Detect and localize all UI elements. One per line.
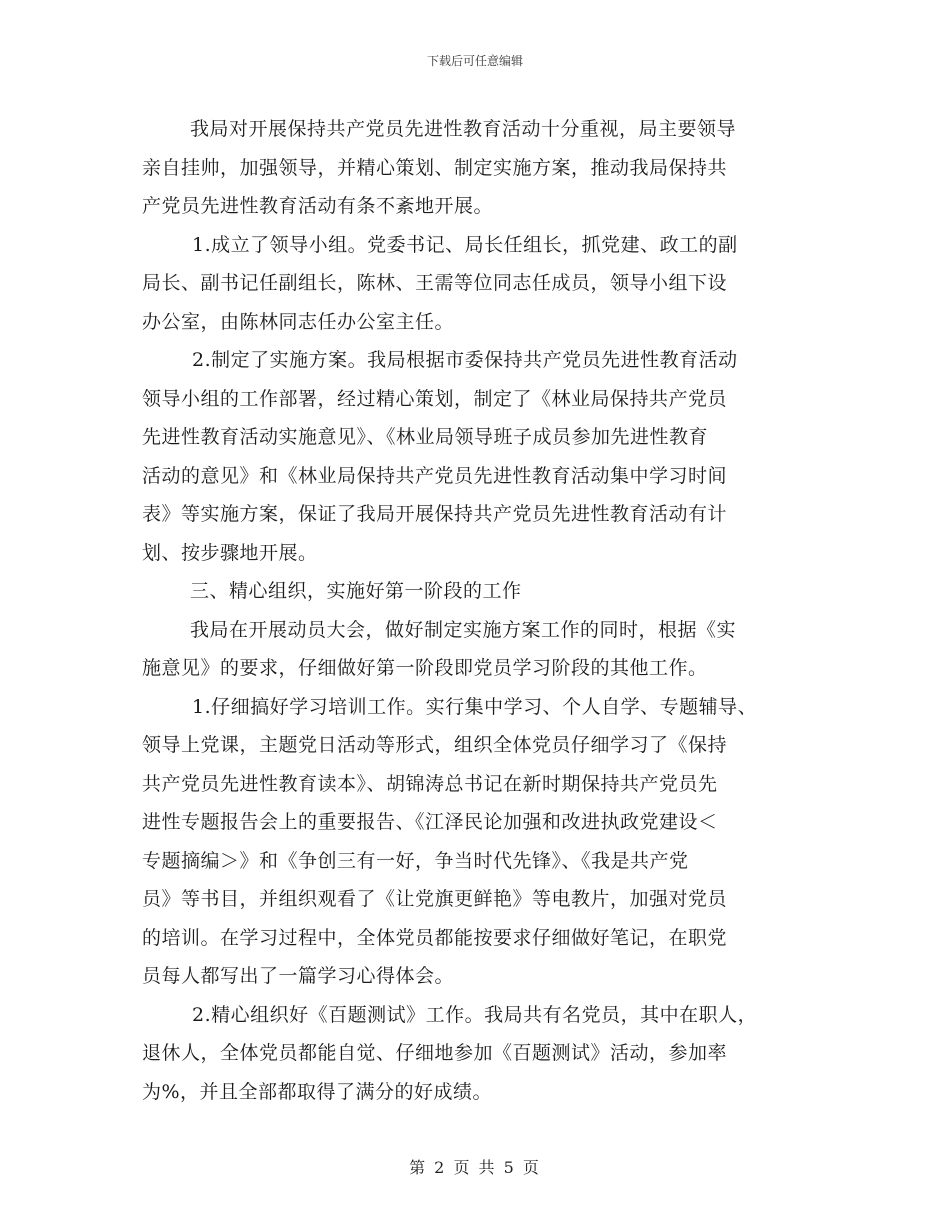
paragraph-line: 专题摘编＞》和《争创三有一好，争当时代先锋》、《我是共产党 bbox=[142, 849, 689, 872]
paragraph-line: 1.成立了领导小组。党委书记、局长任组长，抓党建、政工的副 bbox=[192, 233, 738, 256]
paragraph-line: 表》等实施方案，保证了我局开展保持共产党员先进性教育活动有计 bbox=[142, 503, 728, 525]
paragraph-line: 施意见》的要求，仔细做好第一阶段即党员学习阶段的其他工作。 bbox=[142, 657, 708, 679]
section-heading: 三、精心组织，实施好第一阶段的工作 bbox=[190, 580, 522, 602]
paragraph-line: 1.仔细搞好学习培训工作。实行集中学习、个人自学、专题辅导、 bbox=[192, 695, 758, 718]
page-footer: 第 2 页 共 5 页 bbox=[409, 1158, 541, 1177]
paragraph-line: 员》等书目，并组织观看了《让党旗更鲜艳》等电教片，加强对党员 bbox=[142, 888, 728, 910]
paragraph-line: 产党员先进性教育活动有条不紊地开展。 bbox=[142, 195, 494, 217]
paragraph-line: 我局对开展保持共产党员先进性教育活动十分重视，局主要领导 bbox=[190, 118, 737, 140]
paragraph-line: 局长、副书记任副组长，陈林、王需等位同志任成员，领导小组下设 bbox=[142, 272, 728, 294]
paragraph-line: 退休人，全体党员都能自觉、仔细地参加《百题测试》活动，参加率 bbox=[142, 1042, 728, 1064]
paragraph-line: 先进性教育活动实施意见》、《林业局领导班子成员参加先进性教育 bbox=[142, 426, 709, 448]
paragraph-line: 共产党员先进性教育读本》、胡锦涛总书记在新时期保持共产党员先 bbox=[142, 772, 718, 795]
paragraph-line: 领导上党课，主题党日活动等形式，组织全体党员仔细学习了《保持 bbox=[142, 734, 728, 756]
paragraph-line: 的培训。在学习过程中，全体党员都能按要求仔细做好笔记，在职党 bbox=[142, 926, 728, 949]
paragraph-line: 员每人都写出了一篇学习心得体会。 bbox=[142, 965, 455, 987]
paragraph-line: 领导小组的工作部署，经过精心策划，制定了《林业局保持共产党员 bbox=[142, 387, 728, 410]
paragraph-line: 亲自挂帅，加强领导，并精心策划、制定实施方案，推动我局保持共 bbox=[142, 156, 728, 179]
paragraph-line: 活动的意见》和《林业局保持共产党员先进性教育活动集中学习时间 bbox=[142, 464, 728, 487]
page-header: 下载后可任意编辑 bbox=[426, 54, 523, 68]
paragraph-line: 2.制定了实施方案。我局根据市委保持共产党员先进性教育活动 bbox=[192, 349, 738, 371]
paragraph-line: 我局在开展动员大会，做好制定实施方案工作的同时，根据《实 bbox=[190, 618, 737, 641]
paragraph-line: 为%，并且全部都取得了满分的好成绩。 bbox=[142, 1080, 493, 1103]
paragraph-line: 办公室，由陈林同志任办公室主任。 bbox=[142, 310, 455, 333]
document-body bbox=[142, 110, 810, 1111]
paragraph-line: 进性专题报告会上的重要报告、《江泽民论加强和改进执政党建设＜ bbox=[142, 811, 718, 833]
paragraph-line: 划、按步骤地开展。 bbox=[142, 541, 318, 564]
paragraph-line: 2.精心组织好《百题测试》工作。我局共有名党员，其中在职人， bbox=[192, 1003, 758, 1026]
